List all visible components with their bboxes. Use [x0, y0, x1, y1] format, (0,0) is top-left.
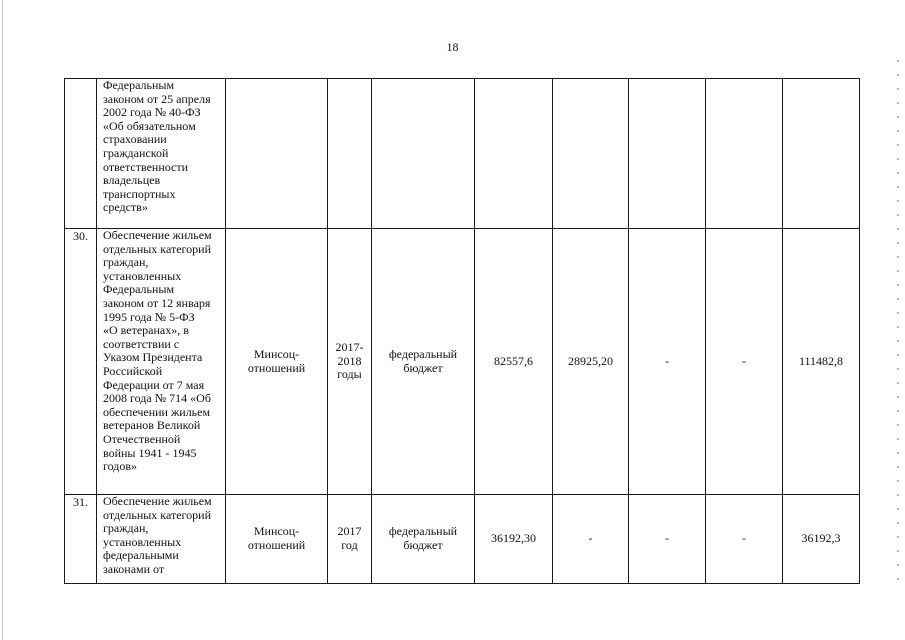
period-cell: 2017 год — [328, 495, 372, 584]
period-cell — [328, 79, 372, 229]
table-row — [65, 229, 860, 495]
funding-source-cell: федеральный бюджет — [372, 229, 475, 495]
amount-cell-1 — [475, 79, 553, 229]
scan-edge-dots — [897, 60, 899, 580]
table-row — [65, 79, 860, 229]
program-measures-table — [64, 78, 860, 584]
amount-cell-2: 28925,20 — [553, 229, 629, 495]
amount-cell-4: - — [706, 495, 783, 584]
amount-cell-5: 111482,8 — [783, 229, 860, 495]
row-number-cell: 31. — [65, 495, 97, 584]
amount-cell-4 — [706, 79, 783, 229]
period-cell: 2017- 2018 годы — [328, 229, 372, 495]
amount-cell-2 — [553, 79, 629, 229]
funding-source-cell — [372, 79, 475, 229]
amount-cell-3: - — [629, 495, 706, 584]
page-number: 18 — [446, 40, 459, 54]
amount-cell-1: 36192,30 — [475, 495, 553, 584]
row-number-cell: 30. — [65, 229, 97, 495]
measure-name-cell: Обеспечение жильем отдельных категорий граждан, установленных федеральными законами от — [97, 495, 226, 584]
measure-name-cell: Обеспечение жильем отдельных категорий граждан, установленных Федеральным законом от 12 января 1995 года № 5-ФЗ «О ветеранах», в соответствии с Указом Президента Российской Федерации от 7 мая 2008 года № 714 «Об обеспечении жильем ветеранов Великой Отечественной войны 1941 - 1945 годов» — [97, 229, 226, 495]
amount-cell-3: - — [629, 229, 706, 495]
executor-cell: Минсоц- отношений — [226, 229, 328, 495]
table-row — [65, 495, 860, 584]
amount-cell-5: 36192,3 — [783, 495, 860, 584]
amount-cell-1: 82557,6 — [475, 229, 553, 495]
amount-cell-2: - — [553, 495, 629, 584]
measure-name-cell: Федеральным законом от 25 апреля 2002 года № 40-ФЗ «Об обязательном страховании гражданской ответственности владельцев транспортных средств» — [97, 79, 226, 229]
amount-cell-5 — [783, 79, 860, 229]
row-number-cell — [65, 79, 97, 229]
amount-cell-3 — [629, 79, 706, 229]
amount-cell-4: - — [706, 229, 783, 495]
executor-cell — [226, 79, 328, 229]
executor-cell: Минсоц- отношений — [226, 495, 328, 584]
scan-edge-line — [2, 0, 3, 640]
funding-source-cell: федеральный бюджет — [372, 495, 475, 584]
